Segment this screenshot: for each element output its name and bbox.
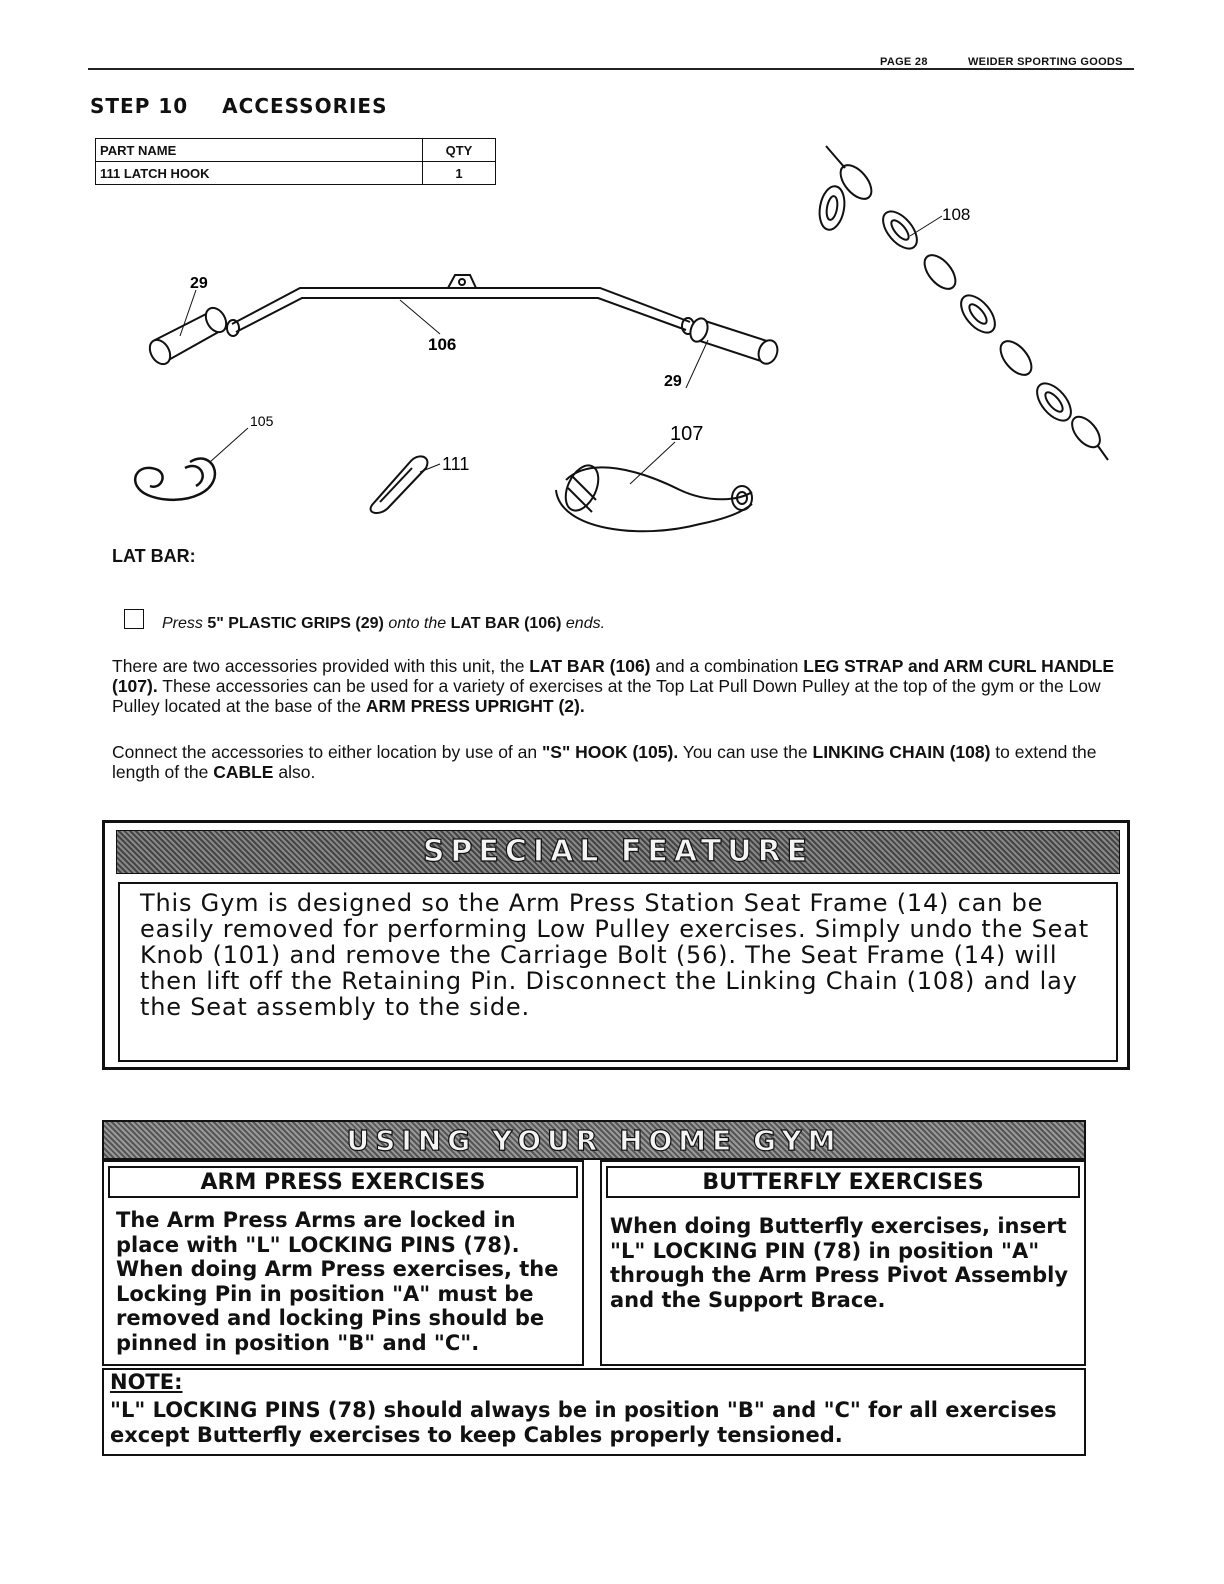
label-grip-left: 29 [190, 275, 208, 292]
page-number: PAGE 28 [880, 56, 928, 68]
step-checkbox[interactable] [124, 609, 144, 629]
label-lat-bar: 106 [428, 335, 457, 354]
instr-mid: onto the [388, 615, 447, 632]
p2-bold2: LINKING CHAIN (108) [812, 742, 991, 762]
arm-press-title: ARM PRESS EXERCISES [108, 1166, 578, 1198]
note-label: NOTE: [110, 1370, 183, 1394]
using-home-gym-banner: USING YOUR HOME GYM [102, 1120, 1086, 1160]
p2-text4: also. [273, 762, 316, 782]
p1-text1: There are two accessories provided with this unit, the [112, 656, 530, 676]
right-grip-drawing [687, 316, 780, 366]
step-name: ACCESSORIES [222, 94, 388, 118]
note-text: "L" LOCKING PINS (78) should always be in position "B" and "C" for all exercises except Butterfly exercises to keep Cables properly tensioned. [110, 1398, 1057, 1447]
instr-pre: Press [162, 615, 203, 632]
instr-part2: LAT BAR (106) [450, 615, 562, 632]
p1-text2: and a combination [650, 656, 804, 676]
s-hook-drawing [135, 459, 215, 500]
p2-bold1: "S" HOOK (105). [541, 742, 679, 762]
step-number: STEP 10 [90, 94, 189, 118]
lat-bar-drawing [227, 275, 694, 336]
butterfly-title: BUTTERFLY EXERCISES [606, 1166, 1080, 1198]
special-feature-text: This Gym is designed so the Arm Press Station Seat Frame (14) can be easily removed for performing Low Pulley exercises. Simply undo the Seat Knob (101) and remove the Carriage Bolt (56). The Seat Frame (14) will then lift off the Retaining Pin. Disconnect the Linking Chain (108) and lay the Seat assembly to the side. [140, 889, 1089, 1021]
part-qty-cell: 1 [423, 162, 496, 185]
label-chain: 108 [942, 205, 971, 224]
p1-bold1: LAT BAR (106) [529, 656, 651, 676]
arm-press-text: The Arm Press Arms are locked in place with "L" LOCKING PINS (78). When doing Arm Press exercises, the Locking Pin in position "A" must be removed and locking Pins should be pinned in position "B" and "C". [116, 1208, 559, 1355]
p2-bold3: CABLE [213, 762, 274, 782]
col-qty: QTY [423, 139, 496, 162]
label-s-hook: 105 [250, 413, 274, 429]
leader-lines [180, 216, 942, 484]
latch-hook-drawing [371, 456, 428, 513]
lat-bar-instruction [162, 615, 605, 633]
p2-text1: Connect the accessories to either location by use of an [112, 742, 542, 762]
accessories-paragraph [112, 656, 1134, 716]
p1-text3: These accessories can be used for a variety of exercises at the Top Lat Pull Down Pulley at the top of the gym or the Low Pulley located at the base of the [112, 676, 1101, 716]
label-strap: 107 [670, 423, 704, 445]
label-grip-right: 29 [664, 373, 682, 390]
connection-paragraph [112, 742, 1134, 782]
chain-drawing [816, 146, 1108, 460]
butterfly-text: When doing Butterfly exercises, insert "L" LOCKING PIN (78) in position "A" through the Arm Press Pivot Assembly and the Support Brace. [610, 1214, 1069, 1312]
lat-bar-heading: LAT BAR: [112, 546, 196, 566]
part-name-cell: 111 LATCH HOOK [96, 162, 423, 185]
p1-bold2: LEG STRAP and ARM CURL HANDLE (107). [112, 656, 1115, 696]
label-latch-hook: 111 [442, 454, 470, 474]
instr-part1: 5" PLASTIC GRIPS (29) [207, 615, 384, 632]
accessories-diagram [0, 0, 1224, 560]
p1-bold3: ARM PRESS UPRIGHT (2). [365, 696, 585, 716]
company-name: WEIDER SPORTING GOODS [968, 56, 1123, 68]
p2-text3: to extend the length of the [112, 742, 1097, 782]
col-part-name: PART NAME [96, 139, 423, 162]
strap-handle-drawing [556, 460, 752, 531]
p2-text2: You can use the [678, 742, 813, 762]
special-feature-banner: SPECIAL FEATURE [116, 830, 1120, 874]
instr-post: ends. [565, 615, 606, 632]
